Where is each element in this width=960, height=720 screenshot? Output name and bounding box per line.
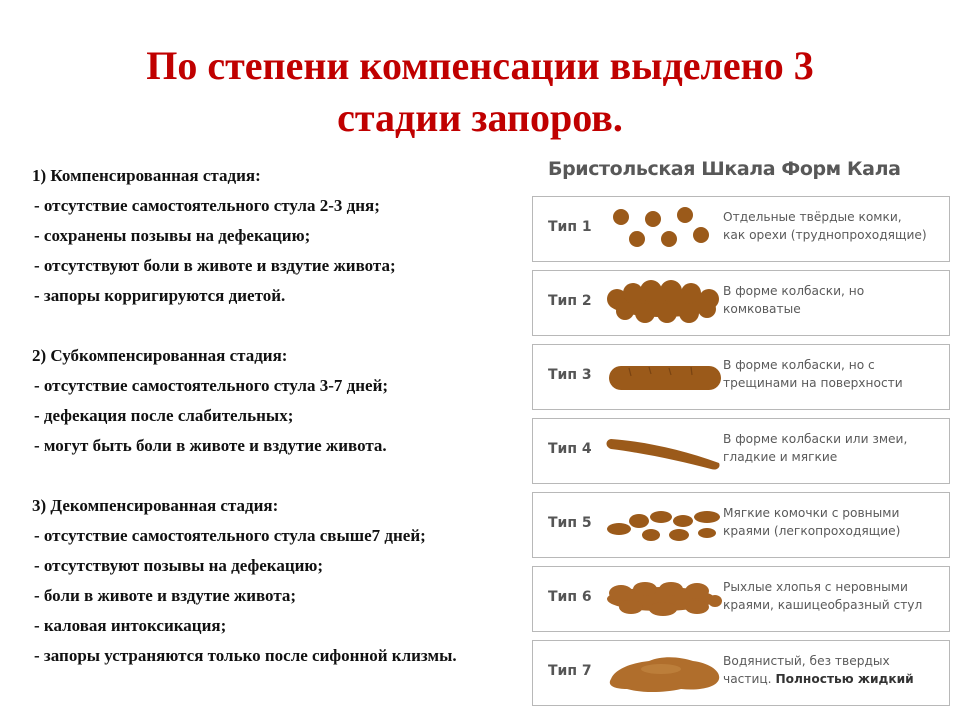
stage-item: - запоры устраняются только после сифонной клизмы. [34, 646, 457, 665]
scale-row-type-4 [532, 418, 950, 484]
stage-heading: 3) Декомпенсированная стадия: [32, 496, 279, 515]
stages-list [28, 161, 528, 699]
type-description: В форме колбаски, но с трещинами на поверхности [723, 358, 903, 390]
type-label: Тип 2 [548, 293, 592, 309]
stage-heading: 2) Субкомпенсированная стадия: [32, 346, 288, 365]
bristol-stool-scale [532, 150, 954, 716]
slide-title [60, 40, 900, 144]
scale-title: Бристольская Шкала Форм Кала [548, 158, 901, 180]
scale-row-type-1 [532, 196, 950, 262]
type-label: Тип 5 [548, 515, 592, 531]
stage-item: - отсутствие самостоятельного стула свыше7 дней; [34, 526, 426, 545]
cracked-sausage-icon [601, 349, 727, 405]
stage-item: - запоры корригируются диетой. [34, 286, 286, 305]
type-description: В форме колбаски или змеи, гладкие и мягкие [723, 432, 908, 464]
type-description: Рыхлые хлопья с неровными краями, кашицеобразный стул [723, 580, 923, 612]
stage-compensated [28, 161, 528, 311]
soft-blobs-icon [601, 497, 727, 553]
stage-item: - отсутствуют позывы на дефекацию; [34, 556, 324, 575]
type-label: Тип 1 [548, 219, 592, 235]
scale-row-type-5 [532, 492, 950, 558]
stage-item: - каловая интоксикация; [34, 616, 227, 635]
stage-item: - дефекация после слабительных; [34, 406, 294, 425]
scale-row-type-2 [532, 270, 950, 336]
type-label: Тип 7 [548, 663, 592, 679]
type-description: В форме колбаски, но комковатые [723, 284, 865, 316]
type-description: Отдельные твёрдые комки, как орехи (труднопроходящие) [723, 210, 927, 242]
scale-row-type-3 [532, 344, 950, 410]
stage-item: - отсутствуют боли в животе и вздутие живота; [34, 256, 396, 275]
stage-item: - боли в животе и вздутие живота; [34, 586, 297, 605]
scale-row-type-6 [532, 566, 950, 632]
watery-puddle-icon [601, 645, 727, 701]
type-label: Тип 6 [548, 589, 592, 605]
title-line-2: стадии запоров. [337, 95, 623, 140]
stage-subcompensated [28, 341, 528, 461]
separate-hard-lumps-icon [601, 201, 727, 257]
title-line-1: По степени компенсации выделено 3 [146, 43, 814, 88]
type-label: Тип 4 [548, 441, 592, 457]
stage-item: - могут быть боли в животе и вздутие живота. [34, 436, 387, 455]
stage-decompensated [28, 491, 528, 669]
scale-row-type-7 [532, 640, 950, 706]
stage-item: - сохранены позывы на дефекацию; [34, 226, 311, 245]
type-description: Мягкие комочки с ровными краями (легкопроходящие) [723, 506, 901, 538]
stage-item: - отсутствие самостоятельного стула 3-7 дней; [34, 376, 389, 395]
stage-item: - отсутствие самостоятельного стула 2-3 дня; [34, 196, 380, 215]
smooth-snake-icon [601, 423, 727, 479]
type-description: Водянистый, без твердых частиц. Полностью жидкий [723, 654, 914, 686]
type-label: Тип 3 [548, 367, 592, 383]
lumpy-sausage-icon [601, 275, 727, 331]
stage-heading: 1) Компенсированная стадия: [32, 166, 261, 185]
mushy-pieces-icon [601, 571, 727, 627]
